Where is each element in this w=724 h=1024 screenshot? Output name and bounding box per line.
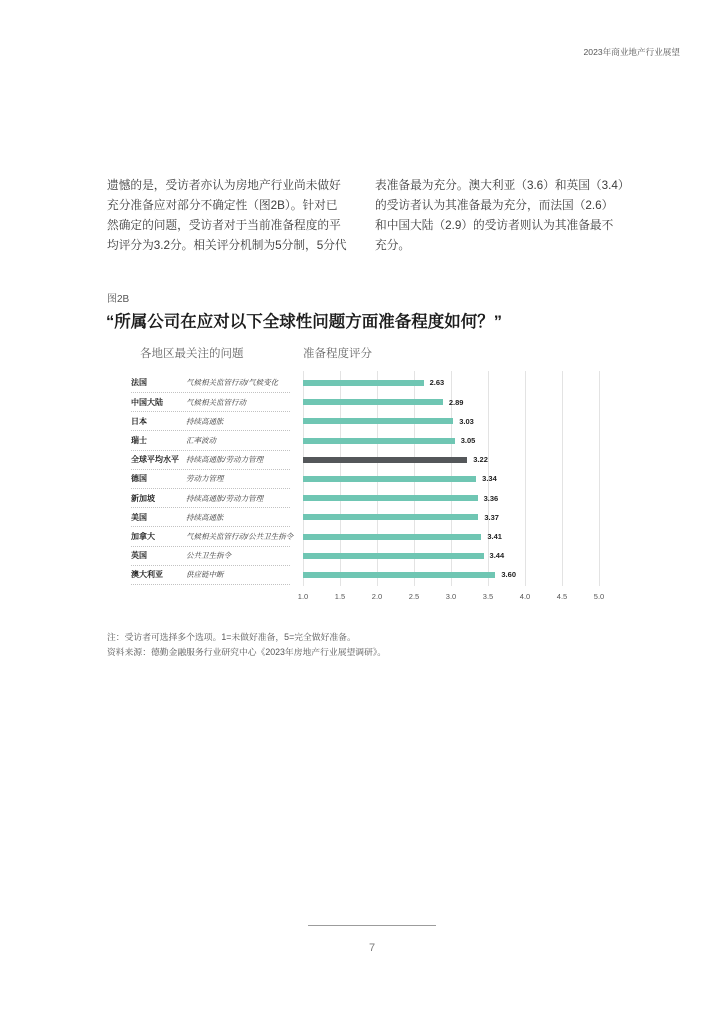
value-label: 2.89 <box>448 397 464 407</box>
figure-note: 注：受访者可选择多个选项。1=未做好准备，5=完全做好准备。 <box>107 632 356 642</box>
page-number: 7 <box>368 942 376 954</box>
region-label: 法国 <box>131 378 147 388</box>
issue-label: 汇率波动 <box>186 436 216 445</box>
body-column-right <box>375 176 630 256</box>
column-heading-issue: 各地区最关注的问题 <box>140 348 244 360</box>
chart-row <box>120 565 620 584</box>
value-label: 3.22 <box>473 455 488 465</box>
region-label: 澳大利亚 <box>131 570 163 580</box>
value-label: 3.34 <box>482 474 497 484</box>
issue-label: 持续高通胀/劳动力管理 <box>186 455 264 465</box>
region-label: 新加坡 <box>131 493 155 503</box>
bar <box>303 553 484 559</box>
value-label: 3.37 <box>484 512 499 522</box>
body-column-left <box>107 176 347 256</box>
column-heading-score: 准备程度评分 <box>303 348 372 360</box>
chart-row <box>120 431 620 450</box>
readiness-bar-chart <box>120 368 620 608</box>
issue-label: 供应链中断 <box>186 570 224 580</box>
x-tick-label: 1.5 <box>334 592 346 601</box>
bar <box>303 399 443 405</box>
region-label: 中国大陆 <box>131 397 163 407</box>
chart-row <box>120 527 620 546</box>
source-note: 资料来源：德勤金融服务行业研究中心《2023年房地产行业展望调研》。 <box>107 647 387 657</box>
body-line: 均评分为3.2分。相关评分机制为5分制，5分代 <box>107 239 347 252</box>
bar <box>303 457 467 463</box>
bar <box>303 514 478 520</box>
x-tick-label: 1.0 <box>297 592 309 601</box>
x-tick-label: 3.5 <box>482 592 494 601</box>
bar <box>303 572 495 578</box>
chart-row <box>120 373 620 392</box>
region-label: 英国 <box>131 551 147 561</box>
value-label: 3.41 <box>487 532 502 541</box>
value-label: 3.44 <box>489 551 505 561</box>
body-line: 的受访者认为其准备最为充分，而法国（2.6） <box>375 199 614 212</box>
figure-notes <box>107 630 386 660</box>
region-label: 瑞士 <box>131 436 147 445</box>
issue-label: 持续高通胀 <box>186 512 224 522</box>
value-label: 2.63 <box>429 378 445 388</box>
body-line: 表准备最为充分。澳大利亚（3.6）和英国（3.4） <box>375 179 630 192</box>
body-line: 充分。 <box>375 239 411 252</box>
x-tick-label: 3.0 <box>445 592 457 601</box>
issue-label: 气候相关监管行动/气候变化 <box>186 378 279 388</box>
region-label: 加拿大 <box>131 532 155 541</box>
footer-rule <box>308 925 436 926</box>
bar <box>303 476 476 482</box>
bar <box>303 534 481 540</box>
chart-row <box>120 469 620 488</box>
value-label: 3.05 <box>460 436 476 445</box>
value-label: 3.60 <box>501 570 516 580</box>
chart-row <box>120 508 620 527</box>
issue-label: 气候相关监管行动/公共卫生指令 <box>186 532 294 541</box>
running-header: 2023年商业地产行业展望 <box>583 47 680 57</box>
x-tick-label: 4.0 <box>519 592 531 601</box>
chart-row <box>120 412 620 431</box>
body-line: 然确定的问题，受访者对于当前准备程度的平 <box>107 219 341 232</box>
chart-row <box>120 393 620 412</box>
issue-label: 持续高通胀/劳动力管理 <box>186 493 264 503</box>
chart-row <box>120 489 620 508</box>
x-tick-label: 4.5 <box>556 592 568 601</box>
issue-label: 气候相关监管行动 <box>186 397 246 407</box>
x-tick-label: 2.5 <box>408 592 420 601</box>
bar <box>303 380 424 386</box>
bar <box>303 438 455 444</box>
region-label: 德国 <box>131 474 147 484</box>
issue-label: 持续高通胀 <box>186 416 224 426</box>
body-line: 充分准备应对部分不确定性（图2B）。针对已 <box>107 199 338 212</box>
x-tick-label: 2.0 <box>371 592 383 601</box>
body-line: 遗憾的是，受访者亦认为房地产行业尚未做好 <box>107 179 341 192</box>
issue-label: 公共卫生指令 <box>186 551 231 561</box>
figure-title: “所属公司在应对以下全球性问题方面准备程度如何？” <box>106 313 502 331</box>
region-label: 日本 <box>131 416 147 426</box>
bar <box>303 418 453 424</box>
figure-label: 图2B <box>107 294 130 305</box>
value-label: 3.36 <box>483 493 499 503</box>
body-line: 和中国大陆（2.9）的受访者则认为其准备最不 <box>375 219 614 232</box>
chart-row <box>120 450 620 469</box>
value-label: 3.03 <box>459 416 474 426</box>
x-tick-label: 5.0 <box>593 592 605 601</box>
row-separator <box>131 584 290 585</box>
region-label: 美国 <box>131 512 147 522</box>
issue-label: 劳动力管理 <box>186 474 224 484</box>
region-label: 全球平均水平 <box>131 455 179 465</box>
chart-row <box>120 546 620 565</box>
bar <box>303 495 478 501</box>
